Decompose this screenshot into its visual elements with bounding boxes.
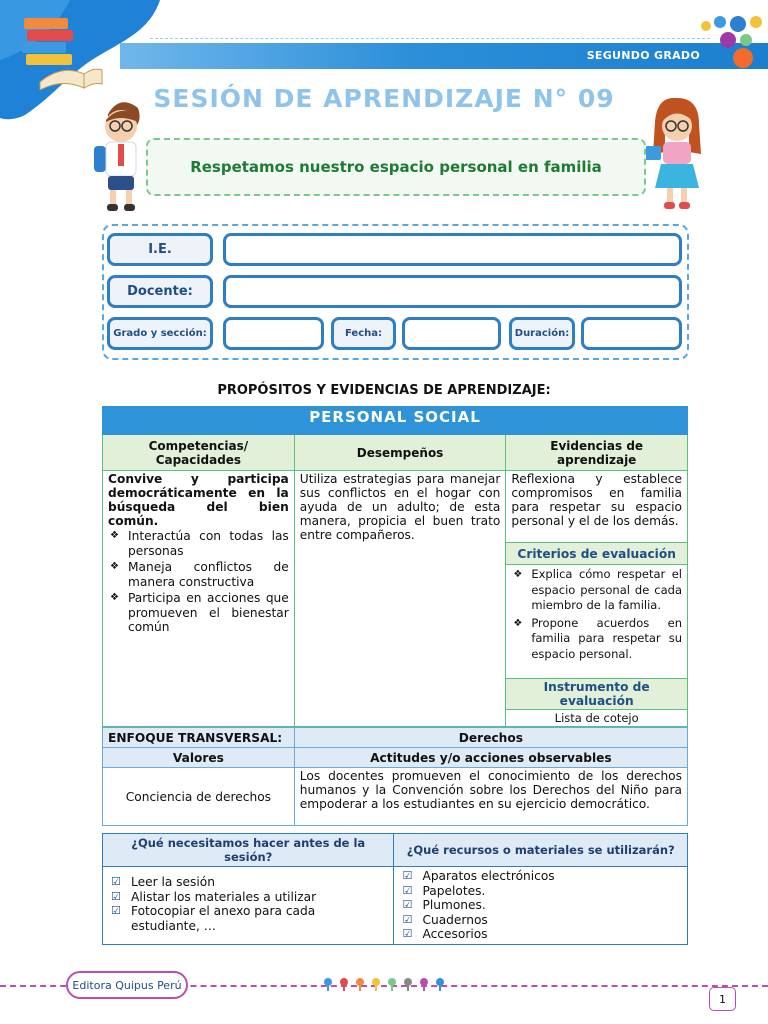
evidencia-cell <box>506 471 688 543</box>
competencias-cell <box>103 471 295 727</box>
area-header: PERSONAL SOCIAL <box>103 407 688 435</box>
list-item: ❖ Propone acuerdos en familia para respetar su espacio personal. <box>511 616 682 663</box>
decorative-dots <box>698 10 768 72</box>
list-item: ❖ Explica cómo respetar el espacio personal de cada miembro de la familia. <box>511 567 682 614</box>
list-item: ❖ Interactúa con todas las personas <box>108 529 289 558</box>
docente-label: Docente: <box>107 275 213 308</box>
fecha-label: Fecha: <box>331 317 396 350</box>
grade-label: SEGUNDO GRADO <box>586 49 700 62</box>
session-subtitle: Respetamos nuestro espacio personal en familia <box>190 158 602 176</box>
list-item: ☑ Papelotes. <box>400 884 681 899</box>
list-item: ☑ Alistar los materiales a utilizar <box>109 890 387 905</box>
list-item: ☑ Accesorios <box>400 927 681 942</box>
list-item: ☑ Fotocopiar el anexo para cada estudiante, … <box>109 904 387 933</box>
criterios-header: Criterios de evaluación <box>506 543 688 565</box>
resources-cell <box>394 867 688 945</box>
session-title: SESIÓN DE APRENDIZAJE N° 09 <box>153 84 615 113</box>
list-item: ☑ Cuadernos <box>400 913 681 928</box>
list-item: ❖ Maneja conflictos de manera constructiva <box>108 560 289 589</box>
resources-list <box>400 869 681 942</box>
purposes-table <box>102 406 688 727</box>
subtitle-box <box>146 138 646 196</box>
desempeno-cell <box>294 471 506 727</box>
col-desempenos: Desempeños <box>294 435 506 471</box>
duracion-field[interactable] <box>581 317 682 350</box>
publisher-badge: Editora Quipus Perú <box>66 971 188 999</box>
page-number: 1 <box>709 987 736 1011</box>
before-cell <box>103 867 394 945</box>
list-item: ☑ Aparatos electrónicos <box>400 869 681 884</box>
list-item: ❖ Participa en acciones que promueven el bienestar común <box>108 591 289 635</box>
enfoque-table <box>102 727 688 826</box>
capacidades-list <box>108 529 289 635</box>
actitud-cell: Los docentes promueven el conocimiento de los derechos humanos y la Convención sobre los Derechos del Niño para empoderar a los estudiantes en su ejercicio democrático. <box>294 768 687 826</box>
competencia-text: Convive y participa democráticamente en la búsqueda del bien común. <box>108 472 289 528</box>
books-icon <box>22 12 104 90</box>
fecha-field[interactable] <box>402 317 501 350</box>
pin-icons <box>322 976 446 992</box>
valores-header: Valores <box>103 748 295 768</box>
docente-field[interactable] <box>223 275 682 308</box>
grado-field[interactable] <box>223 317 324 350</box>
before-list <box>109 875 387 933</box>
col-competencias: Competencias/ Capacidades <box>103 435 295 471</box>
enfoque-label: ENFOQUE TRANSVERSAL: <box>103 728 295 748</box>
instrumento-header: Instrumento de evaluación <box>506 679 688 710</box>
grado-label: Grado y sección: <box>107 317 213 350</box>
before-header: ¿Qué necesitamos hacer antes de la sesión? <box>103 834 394 867</box>
banner-dash-line <box>150 38 710 39</box>
girl-illustration <box>645 92 707 214</box>
desempeno-text: Utiliza estrategias para manejar sus conflictos en el hogar con ayuda de un adulto; de esta manera, propicia el buen trato entre compañeros. <box>299 472 501 542</box>
list-item: ☑ Leer la sesión <box>109 875 387 890</box>
enfoque-value: Derechos <box>294 728 687 748</box>
purposes-heading: PROPÓSITOS Y EVIDENCIAS DE APRENDIZAJE: <box>217 383 551 398</box>
resources-header: ¿Qué recursos o materiales se utilizarán? <box>394 834 688 867</box>
boy-illustration <box>90 92 152 214</box>
col-evidencias: Evidencias de aprendizaje <box>506 435 688 471</box>
instrumento-value: Lista de cotejo <box>506 710 688 727</box>
needs-table <box>102 833 688 945</box>
criterios-cell <box>506 565 688 679</box>
ie-field[interactable] <box>223 233 682 266</box>
actitudes-header: Actitudes y/o acciones observables <box>294 748 687 768</box>
list-item: ☑ Plumones. <box>400 898 681 913</box>
ie-label: I.E. <box>107 233 213 266</box>
valor-cell: Conciencia de derechos <box>103 768 295 826</box>
evidencia-text: Reflexiona y establece compromisos en familia para respetar su espacio personal y el de los demás. <box>511 472 682 528</box>
criterios-list <box>511 567 682 662</box>
duracion-label: Duración: <box>509 317 575 350</box>
